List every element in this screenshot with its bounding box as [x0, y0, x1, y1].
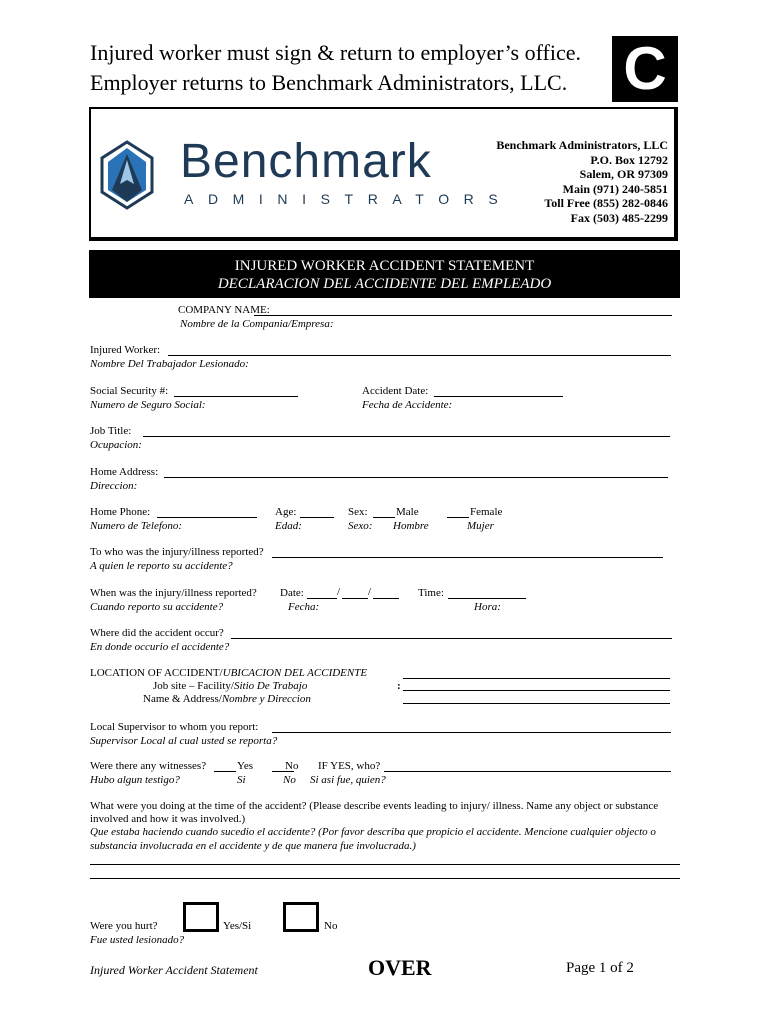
time-field[interactable]	[448, 598, 526, 599]
instruction-header	[90, 38, 581, 98]
doing-label-es-line-1: Que estaba haciendo cuando sucedio el accidente? (Por favor describa que propicio el accidente. Mencione cualquier objecto o	[90, 826, 656, 838]
over-label: OVER	[368, 955, 432, 980]
accident-date-field[interactable]	[434, 396, 563, 397]
instruction-line-2: Employer returns to Benchmark Administrators, LLC.	[90, 70, 568, 95]
date-year-field[interactable]	[373, 598, 399, 599]
witness-no-label-es: No	[283, 774, 296, 786]
injured-worker-label-es: Nombre Del Trabajador Lesionado:	[90, 358, 249, 370]
home-phone-label: Home Phone:	[90, 506, 151, 518]
supervisor-label-es: Supervisor Local al cual usted se reporta?	[90, 735, 278, 747]
date-label-es: Fecha:	[288, 601, 320, 613]
time-label-es: Hora:	[474, 601, 501, 613]
company-name-field[interactable]	[254, 315, 672, 316]
witness-yes-label: Yes	[237, 760, 254, 772]
location-label-en: LOCATION OF ACCIDENT/	[90, 667, 223, 679]
job-title-field[interactable]	[143, 436, 670, 437]
hurt-yes-label: Yes/Si	[223, 920, 252, 932]
male-label: Male	[396, 506, 419, 518]
where-field[interactable]	[231, 638, 672, 639]
description-line-1[interactable]	[90, 864, 680, 865]
if-yes-label-es: Si asi fue, quien?	[310, 774, 386, 786]
hurt-label: Were you hurt?	[90, 920, 158, 932]
form-title-bar	[89, 250, 680, 298]
page-number: Page 1 of 2	[566, 960, 634, 976]
where-label-es: En donde occurio el accidente?	[90, 641, 230, 653]
male-field[interactable]	[373, 517, 395, 518]
address-main-phone: Main (971) 240-5851	[562, 181, 668, 196]
date-month-field[interactable]	[307, 598, 337, 599]
location-label-es: UBICACION DEL ACCIDENTE	[222, 667, 368, 679]
company-name-label-es: Nombre de la Compania/Empresa:	[180, 318, 334, 330]
hurt-label-es: Fue usted lesionado?	[90, 934, 185, 946]
witness-yes-field[interactable]	[214, 771, 236, 772]
address-fax: Fax (503) 485-2299	[570, 210, 668, 225]
hurt-no-label: No	[324, 920, 338, 932]
name-address-label	[143, 693, 311, 706]
injured-worker-field[interactable]	[168, 355, 671, 356]
witness-who-field[interactable]	[384, 771, 671, 772]
supervisor-label: Local Supervisor to whom you report:	[90, 721, 259, 733]
female-field[interactable]	[447, 517, 469, 518]
brand-subtitle: ADMINISTRATORS	[184, 191, 513, 207]
injured-worker-label: Injured Worker:	[90, 344, 161, 356]
form-title-en: INJURED WORKER ACCIDENT STATEMENT	[234, 258, 535, 274]
instruction-line-1: Injured worker must sign & return to employer’s office.	[90, 40, 582, 65]
time-label: Time:	[418, 587, 444, 599]
witness-yes-label-es: Si	[237, 774, 246, 786]
location-field-1[interactable]	[403, 678, 670, 679]
when-reported-label: When was the injury/illness reported?	[90, 587, 257, 599]
home-address-label: Home Address:	[90, 466, 159, 478]
hurt-yes-checkbox[interactable]	[183, 902, 219, 932]
date-day-field[interactable]	[342, 598, 368, 599]
job-title-label-es: Ocupacion:	[90, 439, 142, 451]
ssn-label: Social Security #:	[90, 385, 169, 397]
company-name-label: COMPANY NAME:	[178, 304, 270, 316]
male-label-es: Hombre	[393, 520, 429, 532]
address-po-box: P.O. Box 12792	[590, 152, 668, 167]
footer-form-name: Injured Worker Accident Statement	[90, 963, 258, 977]
reported-to-field[interactable]	[272, 557, 663, 558]
address-toll-free: Toll Free (855) 282-0846	[544, 196, 668, 211]
date-label: Date:	[280, 587, 304, 599]
address-city: Salem, OR 97309	[579, 167, 668, 182]
where-label: Where did the accident occur?	[90, 627, 224, 639]
form-title-es: DECLARACION DEL ACCIDENTE DEL EMPLEADO	[217, 276, 552, 292]
name-address-label-en: Name & Address/	[143, 693, 222, 705]
doing-label-line-1: What were you doing at the time of the accident? (Please describe events leading to injury/ illness. Name any object or substance	[90, 800, 659, 812]
age-label-es: Edad:	[275, 520, 302, 532]
location-field-2[interactable]	[403, 690, 670, 691]
doing-label-es-line-2: substancia involucrada en el accidente y de que manera fue involucrada.)	[90, 840, 416, 852]
female-label: Female	[470, 506, 503, 518]
location-colon: :	[397, 680, 401, 692]
job-site-label-es: Sitio De Trabajo	[233, 680, 308, 692]
when-reported-label-es: Cuando reporto su accidente?	[90, 601, 224, 613]
company-address	[496, 138, 668, 226]
reported-to-label-es: A quien le reporto su accidente?	[90, 560, 233, 572]
age-field[interactable]	[300, 517, 334, 518]
location-field-3[interactable]	[403, 703, 670, 704]
doing-label-line-2: involved and how it was involved.)	[90, 813, 246, 825]
name-address-label-es: Nombre y Direccion	[221, 693, 311, 705]
witness-no-label: No	[285, 760, 299, 772]
location-label	[90, 667, 367, 680]
job-site-label	[153, 680, 307, 693]
witnesses-label: Were there any witnesses?	[90, 760, 207, 772]
witnesses-label-es: Hubo algun testigo?	[90, 774, 180, 786]
supervisor-field[interactable]	[272, 732, 671, 733]
hurt-no-checkbox[interactable]	[283, 902, 319, 932]
form-letter-badge: C	[612, 36, 678, 102]
job-site-label-en: Job site – Facility/	[153, 680, 234, 692]
home-address-field[interactable]	[164, 477, 668, 478]
sex-label: Sex:	[348, 506, 368, 518]
home-phone-field[interactable]	[157, 517, 257, 518]
job-title-label: Job Title:	[90, 425, 132, 437]
ssn-field[interactable]	[174, 396, 298, 397]
female-label-es: Mujer	[467, 520, 494, 532]
description-line-2[interactable]	[90, 878, 680, 879]
ssn-label-es: Numero de Seguro Social:	[90, 399, 206, 411]
home-phone-label-es: Numero de Telefono:	[90, 520, 183, 532]
if-yes-label: IF YES, who?	[318, 760, 381, 772]
accident-date-label: Accident Date:	[362, 385, 429, 397]
address-company: Benchmark Administrators, LLC	[496, 138, 668, 152]
benchmark-shield-icon	[98, 140, 156, 210]
sex-label-es: Sexo:	[348, 520, 373, 532]
brand-name: Benchmark	[180, 135, 432, 188]
age-label: Age:	[275, 506, 297, 518]
home-address-label-es: Direccion:	[90, 480, 138, 492]
accident-date-label-es: Fecha de Accidente:	[362, 399, 453, 411]
reported-to-label: To who was the injury/illness reported?	[90, 546, 264, 558]
